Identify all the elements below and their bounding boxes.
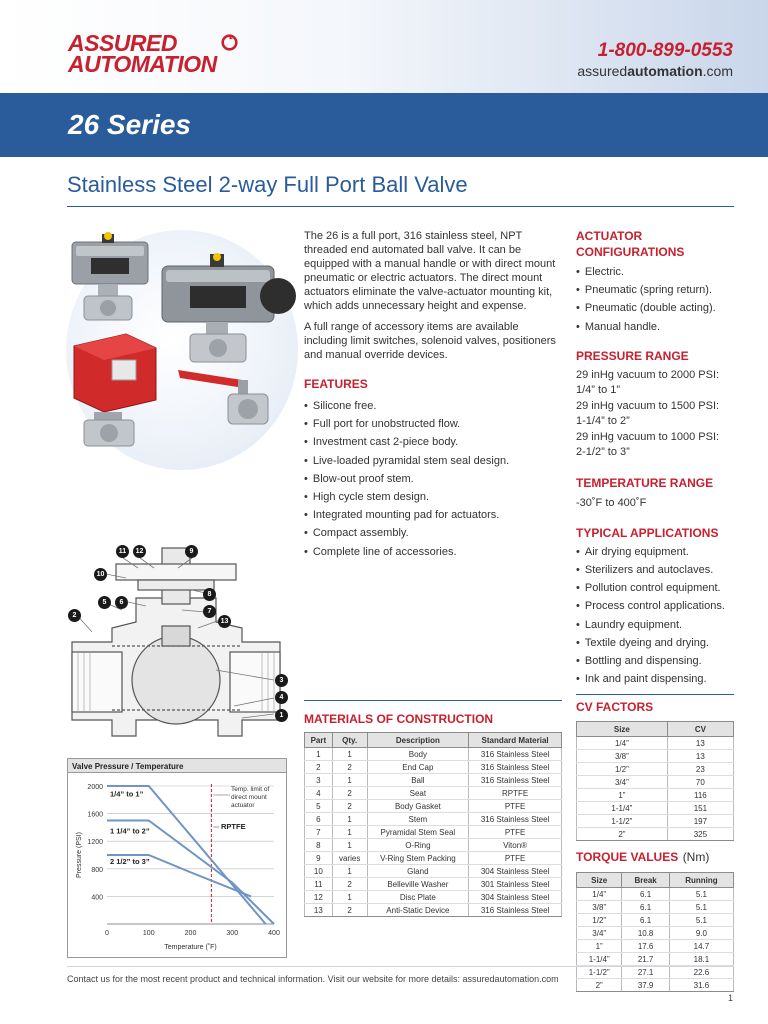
table-cell: 2 [305,761,333,774]
table-cell: 13 [305,904,333,917]
table-cell: Body [367,748,469,761]
series-label: 1 1/4” to 2” [110,826,150,836]
column-header: CV [667,722,733,737]
actuator-item: • Pneumatic (double acting). [576,299,746,317]
application-item: • Air drying equipment. [576,543,746,561]
table-row [577,953,734,966]
table-cell: 1/2” [577,763,668,776]
table-cell: 316 Stainless Steel [469,774,562,787]
cv-section [576,700,734,841]
table-cell: 11 [305,878,333,891]
column-header: Break [622,873,670,888]
cv-table [576,721,734,841]
right-column [576,229,746,688]
table-row [305,891,562,904]
application-item: • Ink and paint dispensing. [576,670,746,688]
actuator-item: • Pneumatic (spring return). [576,281,746,299]
table-cell: 1 [332,774,367,787]
table-cell: 1-1/4” [577,802,668,815]
features-heading: FEATURES [304,377,368,391]
chart-title: Valve Pressure / Temperature [72,762,184,771]
column-header: Qty. [332,733,367,748]
callout-badge: 12 [133,545,146,558]
table-cell: 9 [305,852,333,865]
table-cell: 6.1 [622,901,670,914]
materials-table-body [305,748,562,917]
x-tick-label: 100 [142,930,155,937]
y-tick-label: 2000 [87,784,103,791]
materials-section [304,712,562,917]
application-item: • Sterilizers and autoclaves. [576,561,746,579]
column-header: Standard Material [469,733,562,748]
table-cell: Disc Plate [367,891,469,904]
manual-handle-valve [178,370,268,424]
series-title: 26 Series [68,109,191,140]
callout-badge: 13 [218,615,231,628]
table-cell: 1 [332,839,367,852]
table-row [305,852,562,865]
feature-item: • Investment cast 2-piece body. [304,433,562,451]
temperature-heading: TEMPERATURE RANGE [576,475,714,490]
torque-heading-row [576,848,734,866]
pressure-line: 1-1/4” to 2” [576,415,630,428]
pressure-temperature-chart [67,758,287,958]
table-cell: Belleville Washer [367,878,469,891]
table-row [577,927,734,940]
callout-badge: 8 [203,588,216,601]
table-row [305,839,562,852]
pressure-line: 2-1/2” to 3” [576,446,630,459]
table-row [577,888,734,901]
column-header: Size [577,873,622,888]
cv-header-row [577,722,734,737]
table-row [305,878,562,891]
cv-table-body [577,737,734,841]
table-cell: 70 [667,776,733,789]
table-cell: 2 [332,878,367,891]
table-cell: 1” [577,789,668,802]
chart-svg [67,758,287,958]
phone-number[interactable]: 1-800-899-0553 [597,40,733,61]
table-cell: 316 Stainless Steel [469,761,562,774]
table-cell: 23 [667,763,733,776]
pneumatic-actuator-1 [72,232,148,320]
website-link[interactable] [577,63,733,79]
callout-badge: 5 [98,596,111,609]
table-cell: 12 [305,891,333,904]
table-row [577,802,734,815]
y-axis-label: Pressure (PSI) [76,832,83,878]
subtitle-rule [67,206,734,207]
table-cell: 1-1/4” [577,953,622,966]
table-cell: 316 Stainless Steel [469,748,562,761]
callout-badge: 7 [203,605,216,618]
pressure-line: 1/4” to 1” [576,384,621,397]
footer-text: Contact us for the most recent product and technical information. Visit our website for more details: assuredautomation.com [67,974,559,984]
column-header: Size [577,722,668,737]
applications-heading: TYPICAL APPLICATIONS [576,525,719,540]
feature-item: • Full port for unobstructed flow. [304,415,562,433]
table-cell: 316 Stainless Steel [469,904,562,917]
actuator-list [576,263,746,336]
table-cell: 151 [667,802,733,815]
intro-paragraph-1: The 26 is a full port, 316 stainless steel, NPT threaded end automated ball valve. It can be equipped with a manual handle or with direct mount pneumatic or electric actuators. The direct mount actuators eliminate the valve-actuator mounting kit, which adds unnecessary height and expense. [304,230,556,312]
table-cell: 7 [305,826,333,839]
x-tick-label: 0 [105,930,109,937]
table-cell: Stem [367,813,469,826]
pressure-heading: PRESSURE RANGE [576,348,689,363]
table-cell: 304 Stainless Steel [469,865,562,878]
table-cell: 13 [667,737,733,750]
table-cell: 10 [305,865,333,878]
x-axis-label: Temperature (˚F) [164,944,217,951]
x-tick-label: 400 [268,930,280,937]
table-cell: 3 [305,774,333,787]
callout-badge: 11 [116,545,129,558]
features-list [304,397,562,561]
pressure-line: 29 inHg vacuum to 1000 PSI: [576,430,720,443]
application-item: • Bottling and dispensing. [576,652,746,670]
y-tick-label: 800 [91,866,103,874]
table-cell: 2” [577,979,622,992]
application-item: • Textile dyeing and drying. [576,634,746,652]
table-cell: 1/4” [577,888,622,901]
materials-heading: MATERIALS OF CONSTRUCTION [304,712,494,726]
table-row [577,789,734,802]
logo-line-1: ASSURED [68,30,177,56]
torque-unit: (Nm) [682,850,710,864]
pressure-line: 29 inHg vacuum to 2000 PSI: [576,368,720,381]
table-cell: 2 [332,904,367,917]
table-row [305,761,562,774]
table-cell: 5.1 [669,888,733,901]
callout-badge: 10 [94,568,107,581]
table-cell: O-Ring [367,839,469,852]
callout-badge: 2 [68,609,81,622]
actuator-heading-line-2: CONFIGURATIONS [576,245,685,259]
y-tick-label: 1200 [87,839,103,847]
table-cell: 6.1 [622,888,670,901]
table-row [577,828,734,841]
table-cell: 8 [305,839,333,852]
table-cell: 2 [332,800,367,813]
table-cell: 2 [332,787,367,800]
y-tick-label: 1600 [87,811,103,819]
table-row [577,815,734,828]
table-cell: 4 [305,787,333,800]
table-cell: 1 [305,748,333,761]
table-cell: 3/4” [577,776,668,789]
actuator-heading-line-1: ACTUATOR [576,229,643,243]
table-cell: Gland [367,865,469,878]
table-cell: Pyramidal Stem Seal [367,826,469,839]
table-cell: 27.1 [622,966,670,979]
feature-item: • Live-loaded pyramidal stem seal design. [304,452,562,470]
table-cell: 1 [332,891,367,904]
feature-item: • High cycle stem design. [304,488,562,506]
annotation-rptfe: RPTFE [221,822,246,831]
table-cell: 3/8” [577,901,622,914]
page-subtitle: Stainless Steel 2-way Full Port Ball Valve [67,172,468,197]
table-row [577,763,734,776]
pressure-line: 29 inHg vacuum to 1500 PSI: [576,399,720,412]
table-row [305,865,562,878]
table-cell: 1 [332,748,367,761]
page-number: 1 [727,993,733,1003]
torque-section [576,848,734,992]
table-cell: 304 Stainless Steel [469,891,562,904]
table-row [305,787,562,800]
callout-badge: 4 [275,691,288,704]
materials-table [304,732,562,917]
table-cell: End Cap [367,761,469,774]
pressure-lines [576,368,746,461]
application-item: • Laundry equipment. [576,616,746,634]
application-item: • Process control applications. [576,597,746,615]
table-cell: PTFE [469,826,562,839]
column-header: Part [305,733,333,748]
table-row [577,914,734,927]
temperature-value: -30˚F to 400˚F [576,496,647,509]
table-cell: 1 [332,865,367,878]
table-cell: 1-1/2” [577,815,668,828]
site-prefix: assured [577,63,628,79]
table-row [305,826,562,839]
table-cell: 3/8” [577,750,668,763]
series-label: 2 1/2” to 3” [110,856,150,866]
footer-rule [67,966,734,967]
product-photo-illustration [66,230,298,470]
table-cell: varies [332,852,367,865]
table-row [577,901,734,914]
callout-badge: 3 [275,674,288,687]
table-cell: 3/4” [577,927,622,940]
feature-item: • Integrated mounting pad for actuators. [304,506,562,524]
callout-badge: 9 [185,545,198,558]
table-cell: 197 [667,815,733,828]
table-cell: 2” [577,828,668,841]
torque-header-row [577,873,734,888]
feature-item: • Compact assembly. [304,524,562,542]
table-cell: 116 [667,789,733,802]
cv-heading: CV FACTORS [576,700,654,714]
table-cell: RPTFE [469,787,562,800]
table-cell: 21.7 [622,953,670,966]
table-cell: 301 Stainless Steel [469,878,562,891]
middle-column [304,229,562,561]
table-cell: PTFE [469,800,562,813]
table-cell: 31.6 [669,979,733,992]
table-cell: 1/2” [577,914,622,927]
table-cell: 5.1 [669,901,733,914]
table-row [577,940,734,953]
table-cell: PTFE [469,852,562,865]
table-row [305,904,562,917]
table-cell: 1/4” [577,737,668,750]
actuator-item: • Electric. [576,263,746,281]
table-cell: 1 [332,813,367,826]
table-cell: V-Ring Stem Packing [367,852,469,865]
table-cell: 1” [577,940,622,953]
intro-paragraph-2: A full range of accessory items are available including limit switches, solenoid valves, positioners and manual override devices. [304,321,556,361]
table-cell: 6.1 [622,914,670,927]
site-bold: automation [627,63,703,79]
torque-table-body [577,888,734,992]
torque-heading: TORQUE VALUES [576,850,679,864]
actuator-item: • Manual handle. [576,318,746,336]
callout-badge: 6 [115,596,128,609]
table-cell: Body Gasket [367,800,469,813]
materials-header-row [305,733,562,748]
materials-rule [304,700,562,701]
logo-gear-icon [221,34,238,51]
table-cell: 9.0 [669,927,733,940]
callout-badge: 1 [275,709,288,722]
electric-actuator [74,334,156,446]
table-cell: Seat [367,787,469,800]
logo-line-2: AUTOMATION [68,51,217,77]
table-cell: 5 [305,800,333,813]
table-row [577,979,734,992]
table-cell: 316 Stainless Steel [469,813,562,826]
cv-rule [576,694,734,695]
table-row [305,748,562,761]
series-label: 1/4” to 1” [110,789,144,799]
column-header: Description [367,733,469,748]
feature-item: • Silicone free. [304,397,562,415]
table-cell: 5.1 [669,914,733,927]
table-row [577,776,734,789]
table-row [305,774,562,787]
x-tick-label: 200 [184,930,197,937]
annotation-temp-limit: Temp. limit of direct mount actuator [231,786,270,809]
table-row [305,800,562,813]
table-cell: 1-1/2” [577,966,622,979]
table-cell: 325 [667,828,733,841]
table-cell: 13 [667,750,733,763]
application-item: • Pollution control equipment. [576,579,746,597]
applications-list [576,543,746,689]
page-header [0,0,768,93]
table-cell: Anti-Static Device [367,904,469,917]
x-tick-label: 300 [226,930,239,937]
table-cell: 10.8 [622,927,670,940]
torque-table [576,872,734,992]
table-row [577,737,734,750]
table-cell: 22.6 [669,966,733,979]
table-cell: 2 [332,761,367,774]
table-row [577,750,734,763]
table-cell: 1 [332,826,367,839]
table-cell: 18.1 [669,953,733,966]
feature-item: • Blow-out proof stem. [304,470,562,488]
table-cell: 6 [305,813,333,826]
title-band [0,93,768,157]
table-row [577,966,734,979]
table-cell: 37.9 [622,979,670,992]
table-cell: Viton® [469,839,562,852]
table-cell: 17.6 [622,940,670,953]
table-cell: 14.7 [669,940,733,953]
table-row [305,813,562,826]
y-tick-label: 400 [91,894,103,902]
column-header: Running [669,873,733,888]
pneumatic-actuator-2 [162,253,296,362]
table-cell: Ball [367,774,469,787]
site-suffix: .com [702,63,733,79]
feature-item: • Complete line of accessories. [304,543,562,561]
company-logo[interactable] [68,30,217,77]
